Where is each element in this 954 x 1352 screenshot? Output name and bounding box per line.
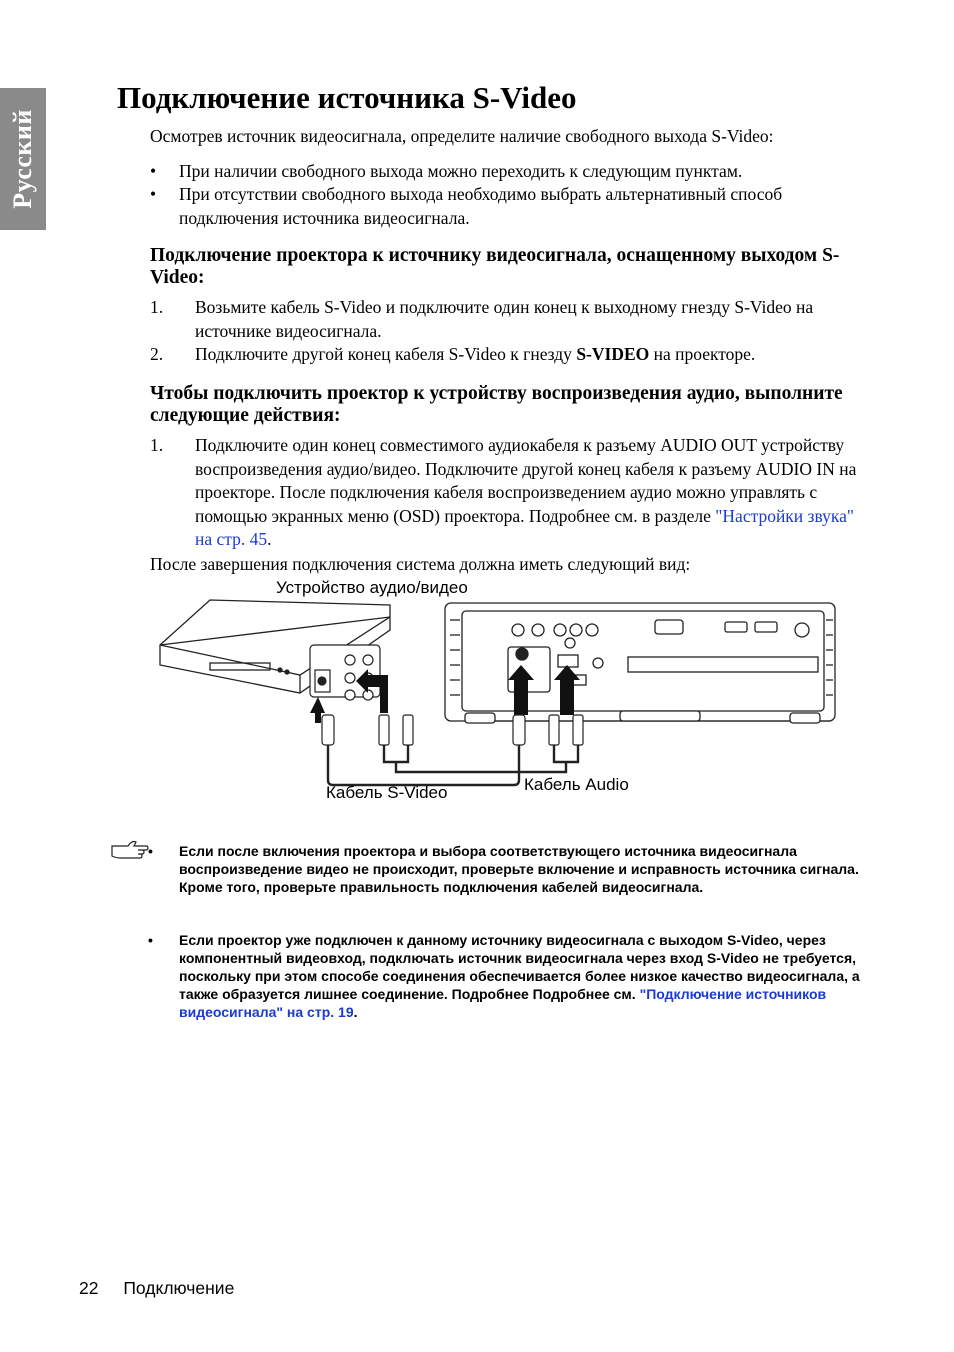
projector-panel	[445, 603, 835, 723]
language-tab	[0, 88, 46, 230]
bullet-item: При наличии свободного выхода можно переходить к следующим пунктам.	[179, 161, 743, 181]
svideo-cable-label: Кабель S-Video	[326, 783, 448, 802]
section1-heading: Подключение проектора к источнику видеосигнала, оснащенному выходом S-Video:	[150, 245, 840, 288]
device-jack-panel	[310, 645, 380, 700]
note-text: Если после включения проектора и выбора соответствующего источника видеосигнала воспроизведение видео не происходит, проверьте включение и исправность источника сигнала. Кроме того, проверьте правильность подключения кабелей видеосигнала.	[179, 843, 859, 895]
device-label: Устройство аудио/видео	[276, 578, 468, 597]
intro-text: Осмотрев источник видеосигнала, определите наличие свободного выхода S-Video:	[150, 126, 774, 146]
note-bullet: •	[148, 932, 153, 948]
step-text: Возьмите кабель S-Video и подключите один конец к выходному гнезду S-Video на источнике видеосигнала.	[195, 297, 814, 341]
connection-diagram	[150, 575, 840, 810]
page-number: 22	[79, 1278, 99, 1298]
step-text-tail: .	[267, 529, 272, 549]
bullet-mark: •	[150, 184, 157, 204]
language-tab-label: Русский	[8, 109, 37, 209]
bullet-item: При отсутствии свободного выхода необходимо выбрать альтернативный способ подключения источника видеосигнала.	[179, 184, 783, 228]
audio-settings-link[interactable]: "Настройки звука" на стр. 45	[195, 505, 855, 549]
note-text	[179, 931, 869, 1021]
after-text: После завершения подключения система должна иметь следующий вид:	[150, 554, 691, 574]
note-text-tail: .	[353, 1004, 358, 1020]
step-text-before: Подключите другой конец кабеля S-Video к гнезду	[195, 344, 577, 364]
note-bullet: •	[148, 843, 153, 859]
step-text	[195, 343, 860, 367]
step-text	[195, 434, 860, 552]
step-number: 1.	[150, 297, 164, 317]
step-number: 2.	[150, 344, 164, 364]
step-text-main: Подключите один конец совместимого аудиокабеля к разъему AUDIO OUT устройству воспроизведения аудио/видео. Подключите другой конец кабеля к разъему AUDIO IN на проекторе. После подключения кабеля воспроизведением аудио можно управлять с помощью экранных меню (OSD) проектора. Подробнее см. в разделе	[195, 435, 857, 526]
video-sources-link[interactable]: "Подключение источников видеосигнала" на стр. 19	[179, 986, 827, 1020]
svideo-jack-name: S-VIDEO	[576, 344, 650, 364]
bullet-mark: •	[150, 161, 157, 181]
step-number: 1.	[150, 435, 164, 455]
page-footer	[79, 1278, 234, 1299]
note-hand-icon	[110, 838, 150, 864]
note-text-main: Если проектор уже подключен к данному источнику видеосигнала с выходом S-Video, через компонентный видеовход, подключать источник видеосигнала через вход S-Video не требуется, поскольку при этом способе соединения обеспечивается более низкое качество видеосигнала, а также образуется лишнее соединение. Подробнее Подробнее см.	[179, 932, 860, 1002]
audio-cable-label: Кабель Audio	[524, 775, 629, 794]
page-title: Подключение источника S-Video	[117, 80, 577, 115]
connection-illustration	[150, 575, 840, 810]
section2-heading: Чтобы подключить проектор к устройству воспроизведения аудио, выполните следующие действия:	[150, 383, 843, 426]
footer-section: Подключение	[123, 1278, 235, 1298]
step-text-after: на проекторе.	[649, 344, 756, 364]
